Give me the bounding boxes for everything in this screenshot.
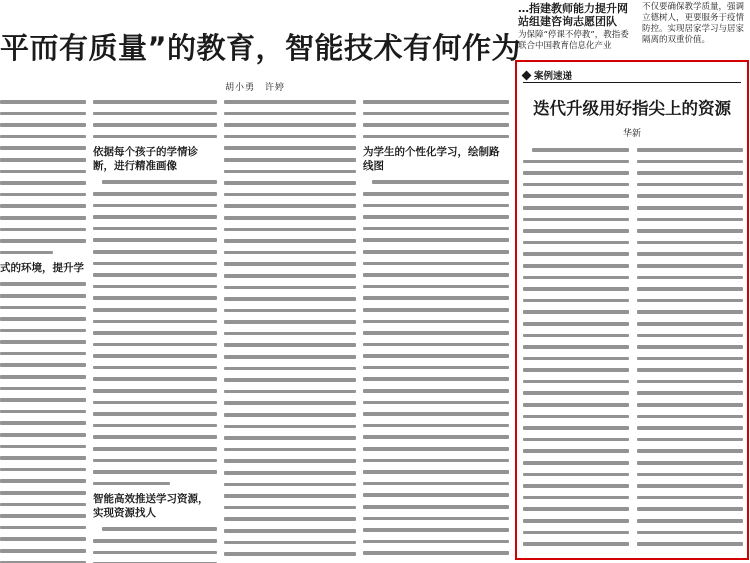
subhead-col2-a: 依据每个孩子的学情诊断，进行精准画像 (93, 146, 198, 173)
diamond-icon (522, 70, 532, 80)
case-tag-row (523, 68, 572, 82)
article-column-4 (363, 96, 509, 563)
case-divider (523, 82, 741, 83)
article-byline: 胡小勇 许婷 (225, 83, 286, 93)
top-right-snippet-a: 为保障“停课不停教”，教指委联合中国教育信息化产业 (518, 30, 629, 51)
top-right-headline-line2: 站组建咨询志愿团队 (518, 15, 617, 28)
article-column-1 (0, 96, 86, 563)
case-column-2 (637, 144, 743, 554)
top-right-snippet-b: 不仅要确保教学质量，强调立德树人，更要服务于疫情防控。实现居家学习与居家隔离的双重价值。 (642, 2, 745, 45)
article-column-3 (224, 96, 356, 563)
case-tag: 案例速递 (534, 71, 573, 82)
case-column-1 (523, 144, 629, 554)
article-headline: 平而有质量”的教育，智能技术有何作为 (0, 31, 522, 65)
case-title: 迭代升级用好指尖上的资源 (533, 99, 731, 118)
article-column-2 (93, 96, 217, 563)
subhead-col2-b: 智能高效推送学习资源，实现资源找人 (93, 493, 209, 520)
subhead-col3: 为学生的个性化学习，绘制路线图 (363, 146, 500, 173)
subhead-col1: 式的环境，提升学 (0, 262, 84, 275)
top-right-headline-line1: …指建教师能力提升网 (518, 2, 628, 15)
case-study-box (515, 60, 749, 560)
case-author: 华新 (622, 129, 641, 139)
